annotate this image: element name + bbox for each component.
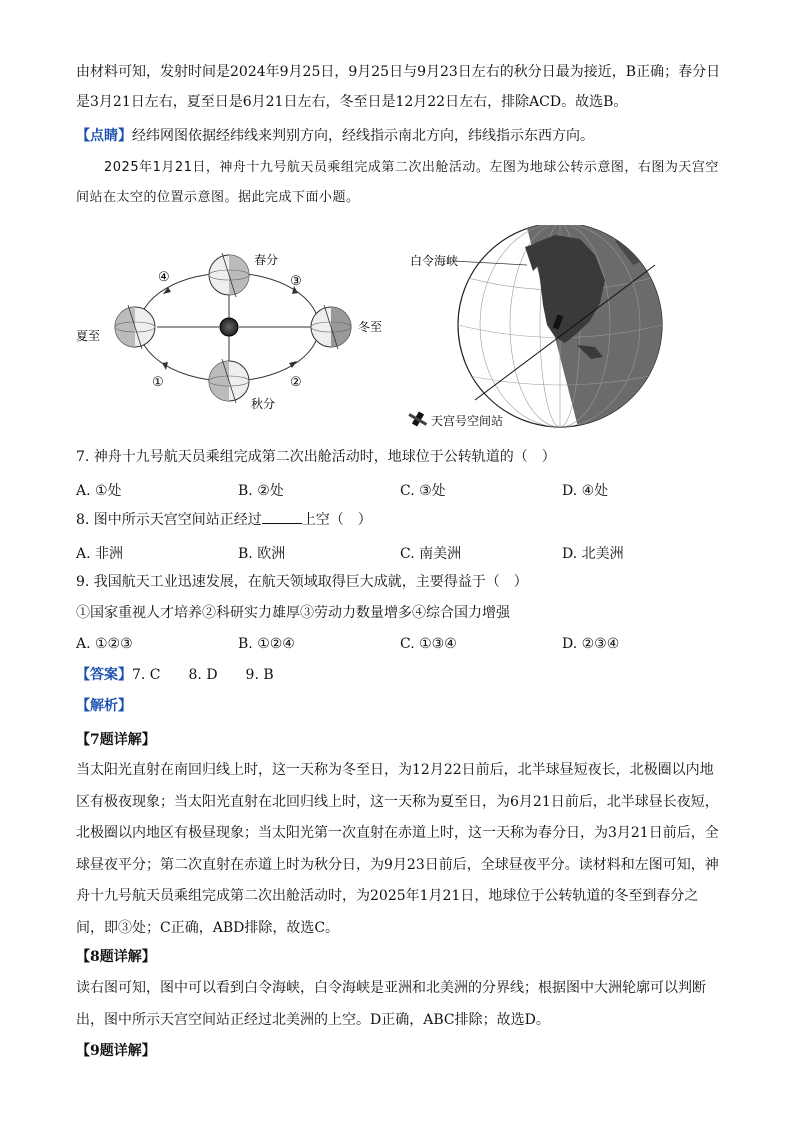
q7-option-a[interactable]: A. ①处 — [76, 483, 122, 499]
analysis-tag: 【解析】 — [76, 698, 132, 714]
q8-stem-part2: 上空（ ） — [301, 512, 372, 528]
q9-stem: 9. 我国航天工业迅速发展，在航天领域取得巨大成就，主要得益于（ ） — [76, 574, 528, 590]
detail-8-heading: 【8题详解】 — [76, 949, 156, 965]
station-label: 天宫号空间站 — [431, 414, 504, 428]
q9-option-d[interactable]: D. ②③④ — [562, 636, 620, 652]
answer-text: 7. C 8. D 9. B — [132, 667, 274, 683]
material-paragraph: 2025年1月21日，神舟十九号航天员乘组完成第二次出舱活动。左图为地球公转示意图，右图为天宫空间站在太空的位置示意图。据此完成下面小题。 — [76, 160, 719, 205]
earth-summer-icon — [115, 305, 155, 349]
orbit-figure — [76, 238, 406, 418]
q7-option-d[interactable]: D. ④处 — [562, 483, 609, 499]
globe-figure — [405, 225, 675, 435]
q9-option-c[interactable]: C. ①③④ — [400, 636, 457, 652]
q8-option-b[interactable]: B. 欧洲 — [238, 546, 286, 562]
position-4: ④ — [158, 270, 170, 285]
position-2: ② — [290, 375, 302, 390]
label-autumn: 秋分 — [251, 397, 276, 411]
label-summer: 夏至 — [76, 329, 101, 343]
q8-stem — [76, 505, 722, 535]
tip-paragraph — [76, 121, 722, 151]
q8-option-a[interactable]: A. 非洲 — [76, 546, 124, 562]
answer-line — [76, 660, 722, 690]
station-legend-icon — [408, 411, 427, 426]
q7-option-c[interactable]: C. ③处 — [400, 483, 446, 499]
q9-choices: ①国家重视人才培养②科研实力雄厚③劳动力数量增多④综合国力增强 — [76, 605, 510, 621]
tip-tag: 【点睛】 — [76, 128, 132, 144]
label-winter: 冬至 — [358, 320, 383, 334]
earth-autumn-icon — [209, 359, 249, 403]
position-1: ① — [152, 375, 164, 390]
earth-spring-icon — [209, 253, 249, 297]
q8-blank — [262, 509, 302, 524]
q8-option-c[interactable]: C. 南美洲 — [400, 546, 462, 562]
strait-label: 白令海峡 — [410, 254, 459, 268]
q8-option-d[interactable]: D. 北美洲 — [562, 546, 624, 562]
q9-option-a[interactable]: A. ①②③ — [76, 636, 133, 652]
tip-text: 经纬网图依据经纬线来判别方向，经线指示南北方向，纬线指示东西方向。 — [132, 128, 594, 144]
earth-winter-icon — [311, 305, 351, 349]
detail-9-heading: 【9题详解】 — [76, 1043, 156, 1059]
detail-7-text: 当太阳光直射在南回归线上时，这一天称为冬至日，为12月22日前后，北半球昼短夜长，北极圈以内地区有极夜现象；当太阳光直射在北回归线上时，这一天称为夏至日，为6月21日前后，北半球昼长夜短，北极圈以内地区有极昼现象；当太阳光第一次直射在赤道上时，这一天称为春分日，为3月21日前后，全球昼夜平分；第二次直射在赤道上时为秋分日，为9月23日前后，全球昼夜平分。读材料和左图可知，神舟十九号航天员乘组完成第二次出舱活动时，为2025年1月21日，地球位于公转轨道的冬至到春分之间，即③处；C正确，ABD排除，故选C。 — [76, 762, 719, 936]
position-3: ③ — [290, 274, 302, 289]
q7-stem: 7. 神舟十九号航天员乘组完成第二次出舱活动时，地球位于公转轨道的（ ） — [76, 449, 556, 465]
intro-paragraph: 由材料可知，发射时间是2024年9月25日，9月25日与9月23日左右的秋分日最为接近，B正确；春分日是3月21日左右，夏至日是6月21日左右，冬至日是12月22日左右，排除ACD。故选B。 — [76, 64, 721, 110]
q8-stem-part1: 8. 图中所示天宫空间站正经过 — [76, 512, 262, 528]
detail-7-heading: 【7题详解】 — [76, 732, 156, 748]
detail-8-text: 读右图可知，图中可以看到白令海峡，白令海峡是亚洲和北美洲的分界线；根据图中大洲轮廓可以判断出，图中所示天宫空间站正经过北美洲的上空。D正确，ABC排除；故选D。 — [76, 980, 706, 1028]
sun-icon — [220, 318, 238, 336]
analysis-heading — [76, 691, 722, 721]
answer-tag: 【答案】 — [76, 667, 132, 683]
q9-option-b[interactable]: B. ①②④ — [238, 636, 295, 652]
label-spring: 春分 — [254, 253, 279, 267]
q7-option-b[interactable]: B. ②处 — [238, 483, 284, 499]
